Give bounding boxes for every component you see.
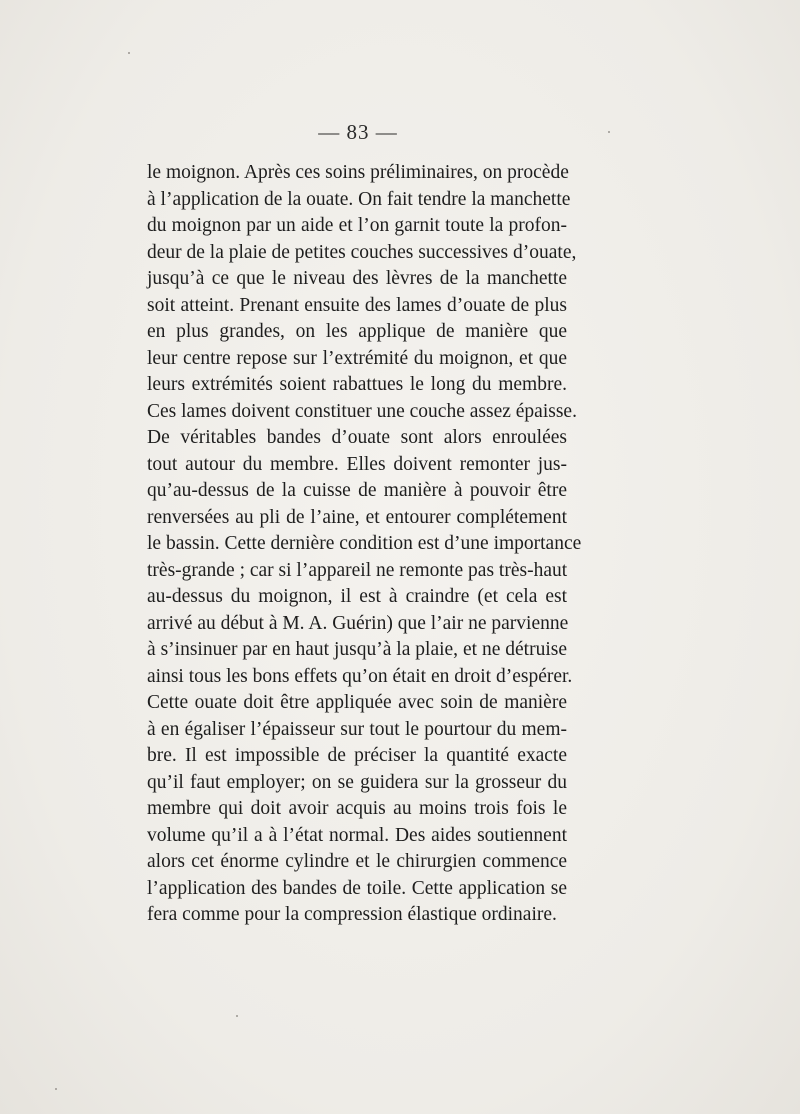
text-line: très-grande ; car si l’appareil ne remonte pas très-haut	[147, 559, 568, 581]
text-line: le moignon. Après ces soins préliminaires, on procède	[147, 162, 569, 183]
text-line: jusqu’à ce que le niveau des lèvres de la manchette	[147, 268, 567, 289]
text-line: à l’application de la ouate. On fait tendre la manchette	[147, 188, 571, 210]
text-line: en plus grandes, on les applique de manière que	[147, 321, 567, 342]
text-line: alors cet énorme cylindre et le chirurgien commence	[147, 851, 567, 872]
text-line: leur centre repose sur l’extrémité du moignon, et que	[147, 347, 567, 369]
text-line: du moignon par un aide et l’on garnit toute la profon-	[147, 215, 567, 236]
paper-speck	[236, 1015, 238, 1017]
paper-speck	[55, 1088, 57, 1090]
text-line: volume qu’il a à l’état normal. Des aides soutiennent	[147, 824, 567, 846]
text-line: soit atteint. Prenant ensuite des lames d’ouate de plus	[147, 294, 567, 316]
text-line: fera comme pour la compression élastique ordinaire.	[147, 904, 557, 925]
text-line: leurs extrémités soient rabattues le long du membre.	[147, 374, 567, 395]
text-line: qu’il faut employer; on se guidera sur la grosseur du	[147, 771, 567, 793]
text-line: l’application des bandes de toile. Cette application se	[147, 877, 567, 899]
text-line: tout autour du membre. Elles doivent remonter jus-	[147, 453, 567, 475]
text-line: à en égaliser l’épaisseur sur tout le pourtour du mem-	[147, 718, 567, 740]
paper-speck	[608, 131, 610, 133]
page-number: — 83 —	[318, 120, 398, 144]
text-line: bre. Il est impossible de préciser la quantité exacte	[147, 745, 567, 766]
text-line: Ces lames doivent constituer une couche assez épaisse.	[147, 400, 577, 422]
text-line: qu’au-dessus de la cuisse de manière à pouvoir être	[147, 480, 567, 501]
text-line: deur de la plaie de petites couches successives d’ouate,	[147, 241, 577, 263]
text-line: arrivé au début à M. A. Guérin) que l’air ne parvienne	[147, 612, 569, 634]
text-line: membre qui doit avoir acquis au moins trois fois le	[147, 798, 567, 819]
text-line: à s’insinuer par en haut jusqu’à la plaie, et ne détruise	[147, 639, 567, 660]
body-text	[147, 160, 582, 929]
text-line: au-dessus du moignon, il est à craindre (et cela est	[147, 586, 567, 607]
text-line: renversées au pli de l’aine, et entourer complétement	[147, 506, 567, 528]
text-line: De véritables bandes d’ouate sont alors enroulées	[147, 427, 567, 448]
paper-speck	[128, 52, 130, 54]
text-line: le bassin. Cette dernière condition est d’une importance	[147, 533, 582, 554]
text-line: ainsi tous les bons effets qu’on était en droit d’espérer.	[147, 665, 573, 687]
text-line: Cette ouate doit être appliquée avec soin de manière	[147, 692, 567, 713]
